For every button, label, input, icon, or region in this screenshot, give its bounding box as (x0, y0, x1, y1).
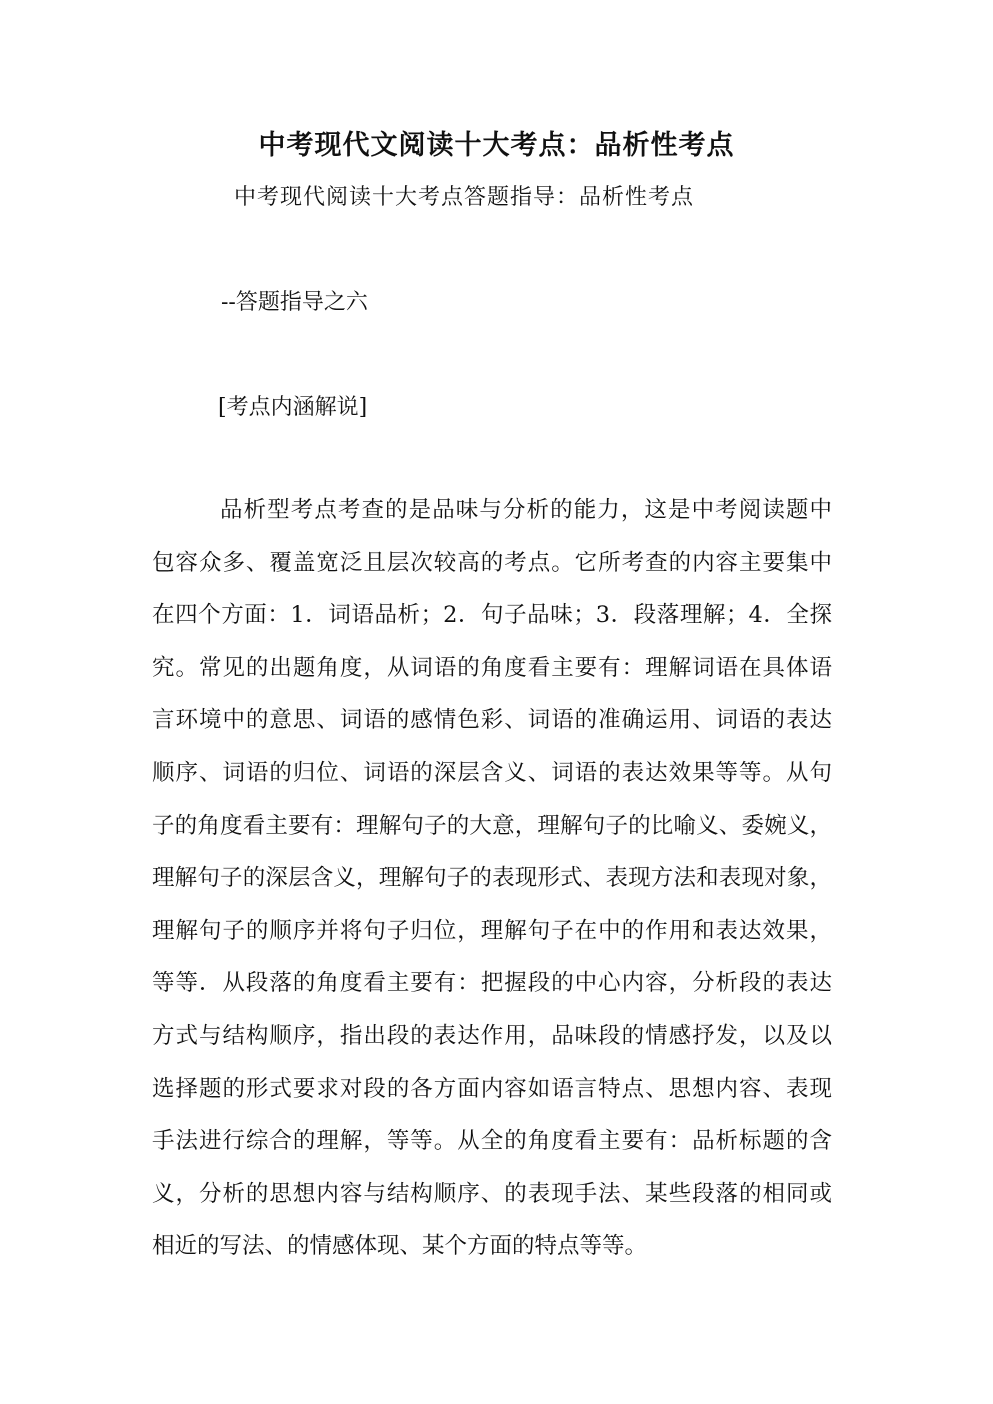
body-line: 等等．从段落的角度看主要有：把握段的中心内容，分析段的表达 (152, 970, 832, 997)
page-subtitle: 中考现代阅读十大考点答题指导：品析性考点 (234, 185, 695, 210)
page-title: 中考现代文阅读十大考点：品析性考点 (258, 130, 735, 161)
body-line: 品析型考点考查的是品味与分析的能力，这是中考阅读题中 (220, 497, 832, 523)
body-line: 手法进行综合的理解，等等。从全的角度看主要有：品析标题的含 (152, 1128, 832, 1155)
series-label: --答题指导之六 (221, 290, 368, 315)
body-line: 理解句子的顺序并将句子归位，理解句子在中的作用和表达效果， (152, 917, 832, 944)
body-line: 义，分析的思想内容与结构顺序、的表现手法、某些段落的相同或 (152, 1180, 832, 1207)
body-paragraph (152, 492, 832, 1281)
body-line: 究。常见的出题角度，从词语的角度看主要有：理解词语在具体语 (152, 654, 832, 681)
body-line: 子的角度看主要有：理解句子的大意，理解句子的比喻义、委婉义， (152, 812, 832, 839)
section-heading: [考点内涵解说] (218, 395, 368, 420)
body-line: 相近的写法、的情感体现、某个方面的特点等等。 (152, 1233, 648, 1260)
body-line: 包容众多、覆盖宽泛且层次较高的考点。它所考查的内容主要集中 (152, 549, 832, 576)
body-line: 选择题的形式要求对段的各方面内容如语言特点、思想内容、表现 (152, 1075, 832, 1102)
body-line: 顺序、词语的归位、词语的深层含义、词语的表达效果等等。从句 (152, 759, 832, 786)
body-line: 方式与结构顺序，指出段的表达作用，品味段的情感抒发，以及以 (152, 1022, 832, 1049)
body-line: 在四个方面：1．词语品析；2．句子品味；3．段落理解；4．全探 (152, 602, 832, 629)
body-line: 言环境中的意思、词语的感情色彩、词语的准确运用、词语的表达 (152, 707, 832, 734)
body-line: 理解句子的深层含义，理解句子的表现形式、表现方法和表现对象， (152, 865, 832, 892)
